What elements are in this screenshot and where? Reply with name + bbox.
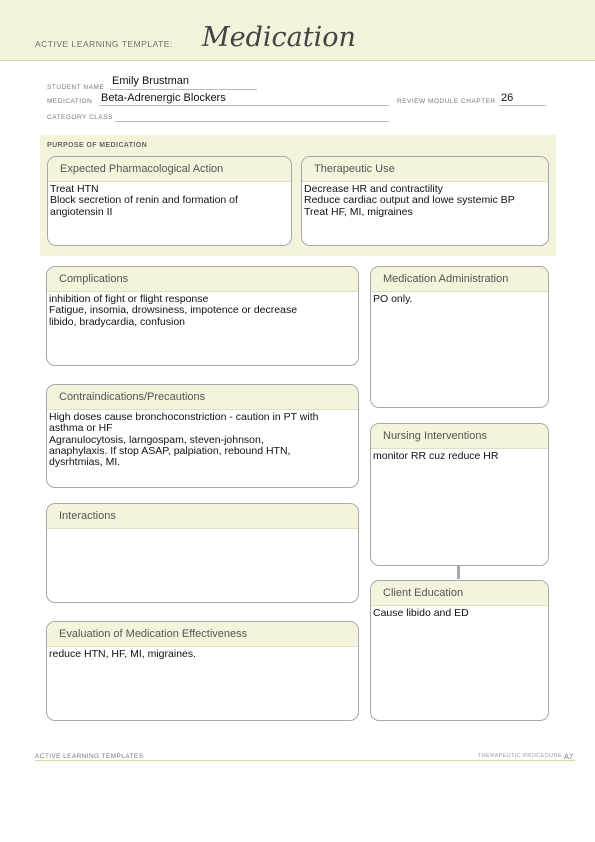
medication-line — [99, 105, 389, 106]
complications-text: inhibition of fight or flight response Fatigue, insomia, drowsiness, impotence or decrease libido, bradycardia, confusion — [49, 293, 298, 328]
therapeutic-use-heading: Therapeutic Use — [302, 157, 548, 182]
student-name-label: STUDENT NAME — [47, 84, 105, 91]
complications-box[interactable] — [46, 266, 359, 366]
nursing-interventions-text: monitor RR cuz reduce HR — [373, 450, 499, 462]
section-connector — [457, 566, 460, 579]
page-header — [0, 0, 595, 61]
footer-divider — [35, 760, 575, 761]
review-chapter-line — [499, 105, 546, 106]
interactions-text — [47, 529, 358, 533]
footer-left-label: ACTIVE LEARNING TEMPLATES — [35, 753, 144, 760]
category-class-line — [115, 121, 389, 122]
category-class-label: CATEGORY CLASS — [47, 114, 113, 121]
footer-page-number: A7 — [564, 752, 574, 761]
contraindications-text: High doses cause bronchoconstriction - caution in PT with asthma or HF Agranulocytosis, larngospam, steven-johnson, anaphylaxis. If stop ASAP, palpiation, rebound HTN, dysrhtmias, MI. — [49, 411, 319, 469]
contraindications-box[interactable] — [46, 384, 359, 488]
nursing-interventions-heading: Nursing Interventions — [371, 424, 548, 449]
student-name-value[interactable]: Emily Brustman — [112, 75, 190, 87]
client-education-text: Cause libido and ED — [373, 607, 469, 619]
expected-action-heading: Expected Pharmacological Action — [48, 157, 291, 182]
footer-right-label: THERAPEUTIC PROCEDURE — [478, 753, 562, 759]
medication-administration-heading: Medication Administration — [371, 267, 548, 292]
page-title: Medication — [202, 22, 356, 53]
evaluation-heading: Evaluation of Medication Effectiveness — [47, 622, 358, 647]
nursing-interventions-box[interactable] — [370, 423, 549, 566]
contraindications-heading: Contraindications/Precautions — [47, 385, 358, 410]
expected-action-box[interactable] — [47, 156, 292, 246]
expected-action-text: Treat HTN Block secretion of renin and formation of angiotensin II — [50, 183, 238, 218]
medication-value[interactable]: Beta-Adrenergic Blockers — [101, 92, 226, 104]
template-label: ACTIVE LEARNING TEMPLATE: — [35, 39, 173, 49]
interactions-box[interactable] — [46, 503, 359, 603]
medication-administration-text: PO only. — [373, 293, 413, 305]
medication-label: MEDICATION — [47, 98, 93, 105]
evaluation-text: reduce HTN, HF, MI, migraines. — [49, 648, 197, 660]
student-name-line — [110, 89, 257, 90]
client-education-heading: Client Education — [371, 581, 548, 606]
therapeutic-use-text: Decrease HR and contractility Reduce cardiac output and lowe systemic BP Treat HF, MI, migraines — [304, 183, 515, 218]
review-chapter-value[interactable]: 26 — [501, 92, 514, 104]
review-module-label: REVIEW MODULE CHAPTER — [397, 98, 496, 105]
interactions-heading: Interactions — [47, 504, 358, 529]
purpose-title: PURPOSE OF MEDICATION — [47, 142, 148, 149]
complications-heading: Complications — [47, 267, 358, 292]
medication-administration-box[interactable] — [370, 266, 549, 408]
evaluation-box[interactable] — [46, 621, 359, 721]
client-education-box[interactable] — [370, 580, 549, 721]
therapeutic-use-box[interactable] — [301, 156, 549, 246]
